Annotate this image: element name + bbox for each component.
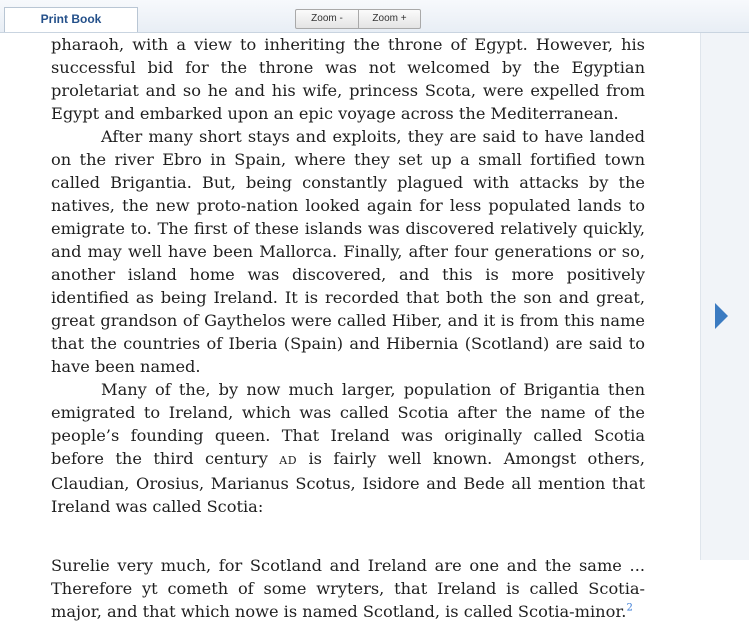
small-caps-ad: AD bbox=[279, 454, 298, 467]
paragraph-3-text-a: Many of the, by now much larger, population of Brigantia then emigrated to Ireland, which was called Scotia after the name of the people’s founding queen. That Ireland was originally called Scotia before the third century bbox=[51, 380, 645, 468]
next-page-arrow-icon[interactable] bbox=[715, 303, 728, 329]
paragraph-3 bbox=[51, 378, 645, 518]
toolbar bbox=[0, 0, 749, 33]
book-page bbox=[0, 33, 700, 621]
tab-print-book[interactable]: Print Book bbox=[4, 7, 138, 32]
paragraph-3-text-b: is fairly well known. Amongst others, Claudian, Orosius, Marianus Scotus, Isidore and Bede all mention that Ireland was called Scotia: bbox=[51, 449, 645, 516]
block-quote bbox=[51, 554, 645, 623]
zoom-in-button[interactable]: Zoom + bbox=[359, 9, 421, 29]
zoom-out-button[interactable]: Zoom - bbox=[295, 9, 359, 29]
paragraph-2: After many short stays and exploits, they are said to have landed on the river Ebro in Spain, where they set up a small fortified town called Brigantia. But, being constantly plagued with attacks by the natives, the new proto-nation looked again for less populated lands to emigrate to. The first of these islands was discovered relatively quickly, and may well have been Mallorca. Finally, after four generations or so, another island home was discovered, and this is more positively identified as being Ireland. It is recorded that both the son and great, great grandson of Gaythelos were called Hiber, and it is from this name that the countries of Iberia (Spain) and Hibernia (Scotland) are said to have been named. bbox=[51, 127, 645, 376]
page-text bbox=[51, 33, 645, 623]
footnote-link[interactable]: 2 bbox=[626, 602, 633, 614]
side-panel bbox=[700, 33, 749, 560]
block-quote-text: Surelie very much, for Scotland and Ireland are one and the same ... Therefore yt cometh of some wryters, that Ireland is called Scotia-major, and that which nowe is named Scotland, is called Scotia-minor. bbox=[51, 556, 645, 621]
paragraph-1: pharaoh, with a view to inheriting the throne of Egypt. However, his successful bid for the throne was not welcomed by the Egyptian proletariat and so he and his wife, princess Scota, were expelled from Egypt and embarked upon an epic voyage across the Mediterranean. bbox=[51, 35, 645, 123]
zoom-controls bbox=[295, 9, 421, 29]
